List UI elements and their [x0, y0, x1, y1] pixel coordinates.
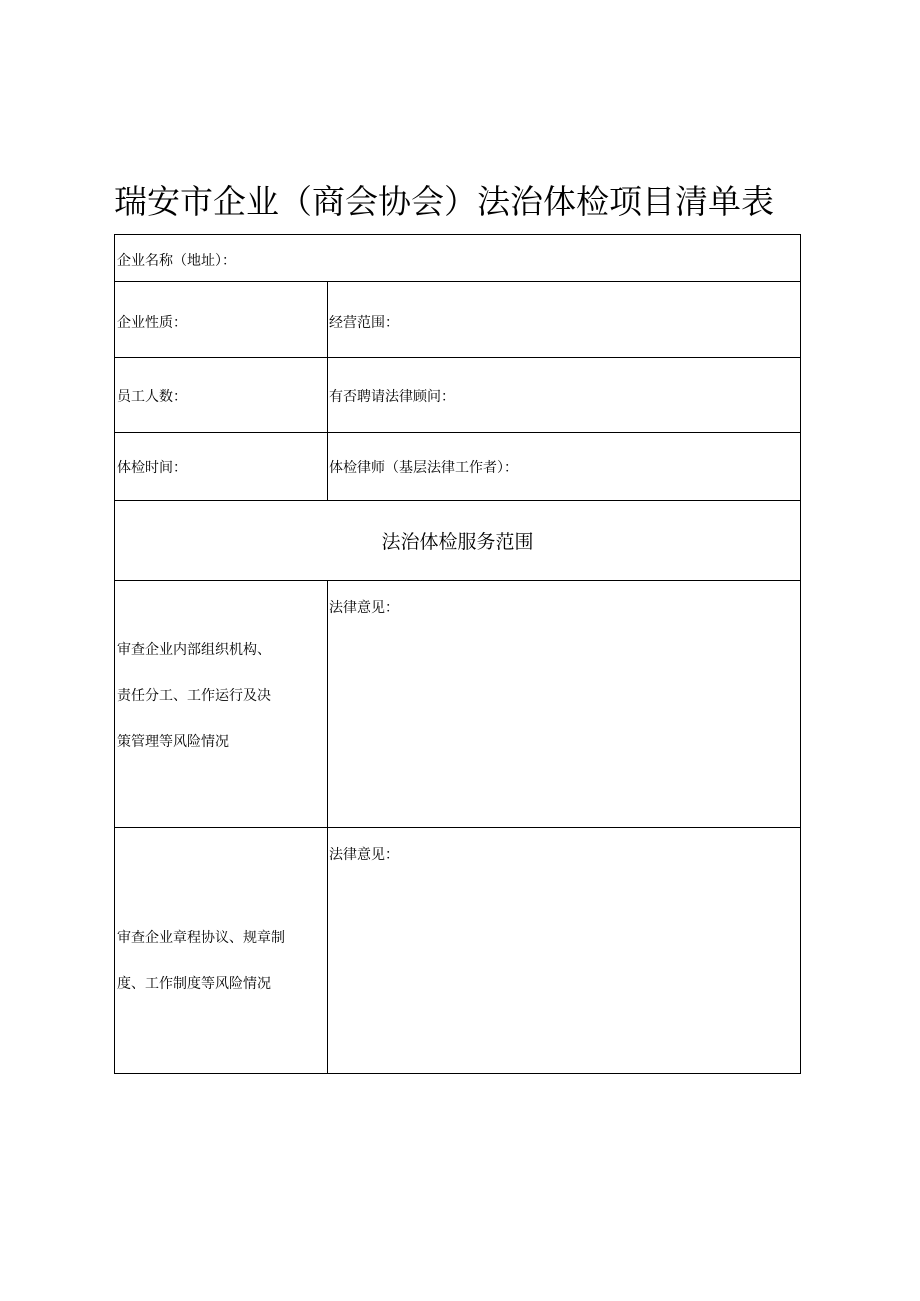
column-divider: [327, 281, 328, 500]
checkup-time-label: 体检时间：: [117, 460, 187, 476]
legal-opinion-label: 法律意见：: [329, 600, 399, 616]
review-item-description: [117, 627, 271, 765]
row-divider: [115, 500, 800, 501]
review-item-line: 责任分工、工作运行及决: [117, 688, 271, 704]
review-item-line: 策管理等风险情况: [117, 734, 229, 750]
section-title: 法治体检服务范围: [381, 531, 534, 553]
row-divider: [115, 827, 800, 828]
legal-advisor-label: 有否聘请法律顾问：: [329, 389, 455, 405]
company-nature-label: 企业性质：: [117, 315, 187, 331]
checkup-lawyer-label: 体检律师（基层法律工作者）：: [329, 460, 518, 476]
row-divider: [115, 281, 800, 282]
row-divider: [115, 432, 800, 433]
row-divider: [115, 357, 800, 358]
review-item-line: 审查企业章程协议、规章制: [117, 930, 285, 946]
company-name-label: 企业名称（地址）：: [117, 253, 236, 269]
row-divider: [115, 580, 800, 581]
legal-opinion-label: 法律意见：: [329, 847, 399, 863]
checkup-form-table: [114, 234, 801, 1074]
review-item-line: 度、工作制度等风险情况: [117, 976, 271, 992]
employee-count-label: 员工人数：: [117, 389, 187, 405]
column-divider: [327, 580, 328, 1074]
review-item-line: 审查企业内部组织机构、: [117, 642, 271, 658]
review-item-description: [117, 915, 285, 1007]
page-title: 瑞安市企业（商会协会）法治体检项目清单表: [114, 182, 774, 221]
business-scope-label: 经营范围：: [329, 315, 399, 331]
